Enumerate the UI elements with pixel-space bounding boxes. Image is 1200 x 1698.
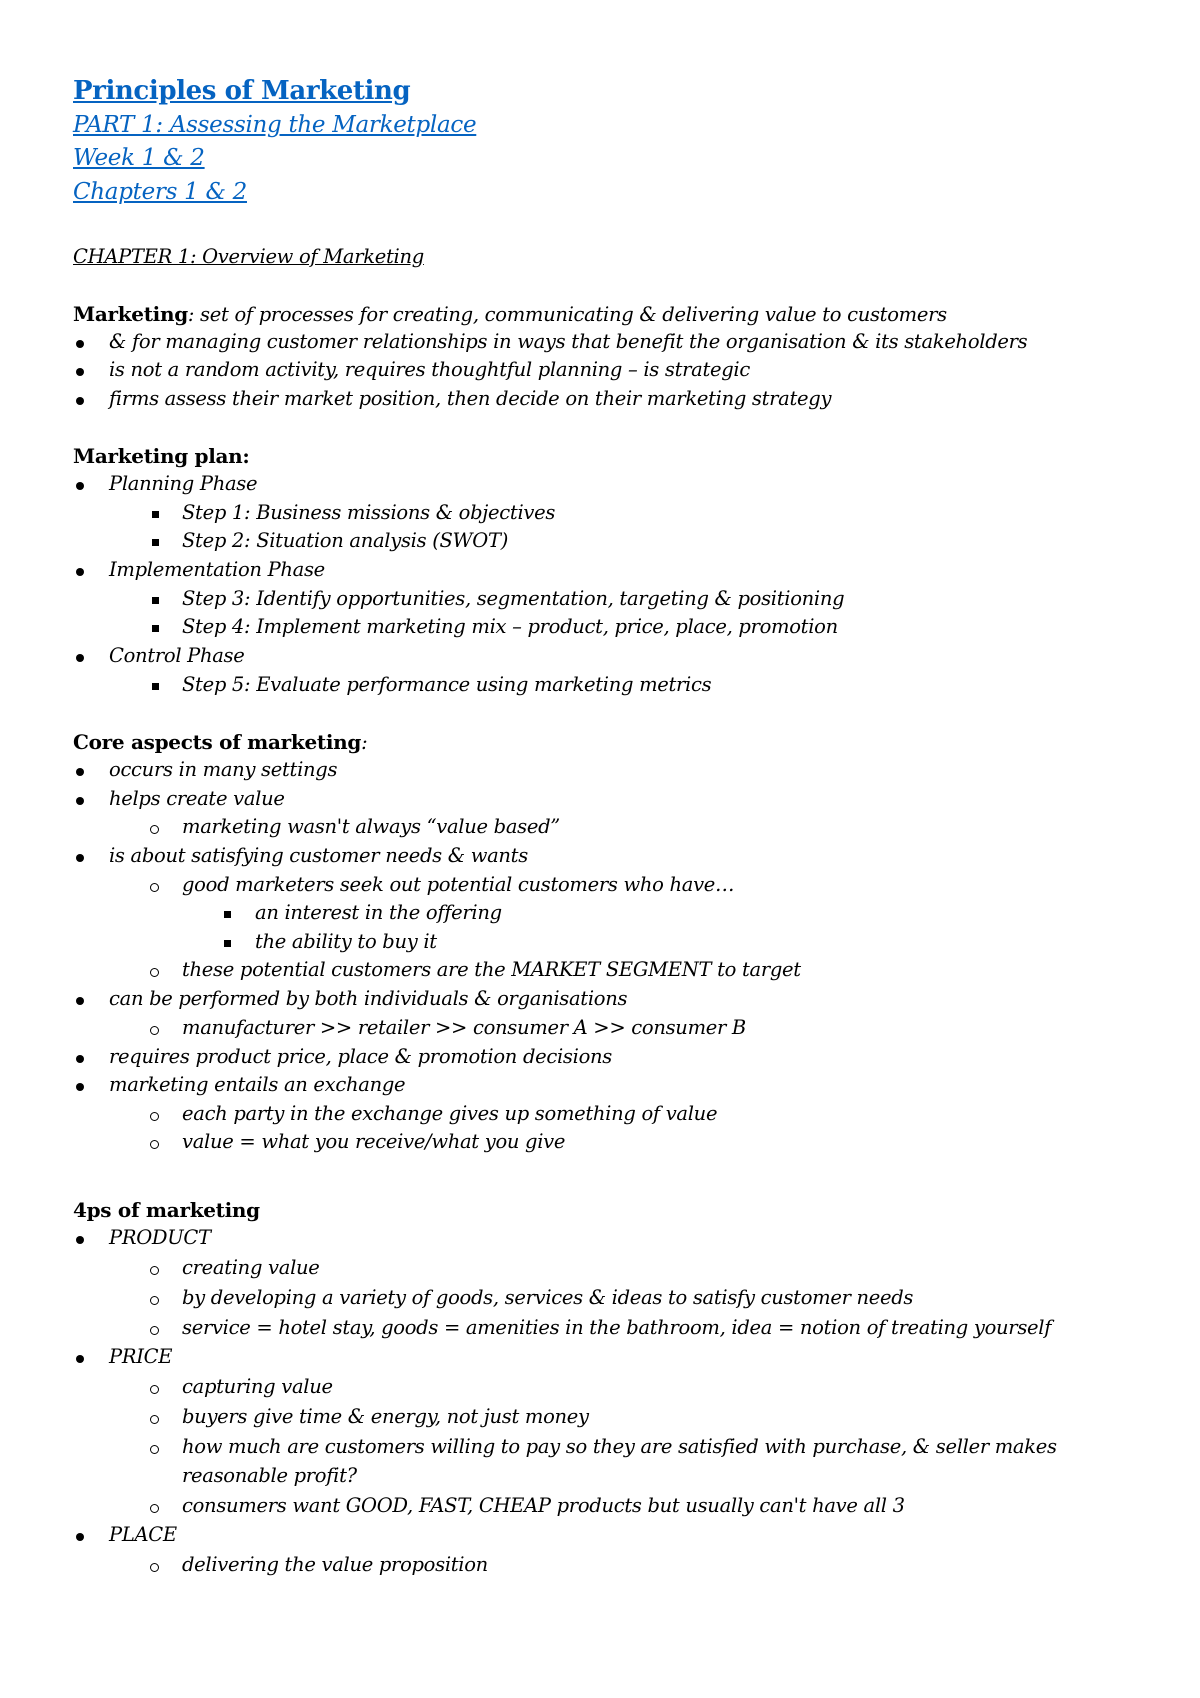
circle-bullet-icon — [150, 1326, 159, 1335]
list-item: Planning Phase — [109, 472, 258, 495]
list-item: how much are customers willing to pay so they are satisfied with purchase, & seller makes — [182, 1435, 1057, 1458]
list-item: & for managing customer relationships in ways that benefit the organisation & its stakeholders — [109, 330, 1028, 353]
bullet-icon — [76, 482, 84, 490]
circle-bullet-icon — [150, 1140, 159, 1149]
list-item: PRICE — [109, 1345, 173, 1368]
list-item: consumers want GOOD, FAST, CHEAP products but usually can't have all 3 — [182, 1494, 905, 1517]
bullet-icon — [76, 340, 84, 348]
marketing-term: Marketing — [73, 302, 188, 326]
list-item: marketing wasn't always “value based” — [182, 815, 560, 838]
list-item: each party in the exchange gives up something of value — [182, 1102, 718, 1125]
section-heading: Marketing plan: — [73, 444, 250, 468]
bullet-icon — [76, 397, 84, 405]
bullet-icon — [76, 997, 84, 1005]
bullet-icon — [76, 368, 84, 376]
document-title[interactable]: Principles of Marketing — [73, 76, 411, 106]
list-item: the ability to buy it — [255, 930, 437, 953]
list-item: these potential customers are the MARKET SEGMENT to target — [182, 958, 801, 981]
list-item: by developing a variety of goods, services & ideas to satisfy customer needs — [182, 1286, 914, 1309]
circle-bullet-icon — [150, 1504, 159, 1513]
list-item: Implementation Phase — [109, 558, 325, 581]
circle-bullet-icon — [150, 1445, 159, 1454]
week-link[interactable]: Week 1 & 2 — [73, 145, 205, 171]
list-item: creating value — [182, 1256, 320, 1279]
square-bullet-icon — [152, 625, 159, 632]
list-item: firms assess their market position, then decide on their marketing strategy — [109, 387, 832, 410]
square-bullet-icon — [152, 539, 159, 546]
list-item: buyers give time & energy, not just money — [182, 1405, 589, 1428]
core-heading-colon: : — [361, 731, 368, 754]
list-item: PRODUCT — [109, 1226, 211, 1249]
section-heading — [73, 730, 367, 755]
chapters-link[interactable]: Chapters 1 & 2 — [73, 179, 247, 205]
part-link[interactable]: PART 1: Assessing the Marketplace — [73, 112, 477, 138]
circle-bullet-icon — [150, 883, 159, 892]
core-heading-text: Core aspects of marketing — [73, 730, 362, 754]
bullet-icon — [76, 1083, 84, 1091]
bullet-icon — [76, 1533, 84, 1541]
bullet-icon — [76, 768, 84, 776]
marketing-definition — [73, 302, 947, 327]
square-bullet-icon — [152, 597, 159, 604]
list-item: helps create value — [109, 787, 285, 810]
circle-bullet-icon — [150, 1563, 159, 1572]
list-item: Step 3: Identify opportunities, segmentation, targeting & positioning — [182, 587, 845, 610]
circle-bullet-icon — [150, 1296, 159, 1305]
list-item: occurs in many settings — [109, 758, 338, 781]
list-item: manufacturer >> retailer >> consumer A >> consumer B — [182, 1016, 746, 1039]
list-item: Step 1: Business missions & objectives — [182, 501, 556, 524]
bullet-icon — [76, 1355, 84, 1363]
list-item: Step 4: Implement marketing mix – product, price, place, promotion — [182, 615, 838, 638]
circle-bullet-icon — [150, 1026, 159, 1035]
chapter-heading: CHAPTER 1: Overview of Marketing — [73, 245, 424, 268]
list-item: requires product price, place & promotion decisions — [109, 1045, 612, 1068]
list-item: Step 5: Evaluate performance using marketing metrics — [182, 673, 712, 696]
bullet-icon — [76, 1236, 84, 1244]
list-item: PLACE — [109, 1523, 177, 1546]
circle-bullet-icon — [150, 1415, 159, 1424]
marketing-definition-text: : set of processes for creating, communicating & delivering value to customers — [187, 303, 947, 326]
list-item: delivering the value proposition — [182, 1553, 488, 1576]
list-item: is about satisfying customer needs & wants — [109, 844, 528, 867]
list-item: Control Phase — [109, 644, 245, 667]
list-item: service = hotel stay, goods = amenities in the bathroom, idea = notion of treating yourself — [182, 1316, 1052, 1339]
circle-bullet-icon — [150, 1385, 159, 1394]
list-item-continuation: reasonable profit? — [182, 1464, 357, 1487]
bullet-icon — [76, 797, 84, 805]
section-heading: 4ps of marketing — [73, 1198, 260, 1222]
circle-bullet-icon — [150, 825, 159, 834]
bullet-icon — [76, 854, 84, 862]
circle-bullet-icon — [150, 1112, 159, 1121]
square-bullet-icon — [224, 911, 231, 918]
square-bullet-icon — [152, 683, 159, 690]
bullet-icon — [76, 1055, 84, 1063]
list-item: capturing value — [182, 1375, 333, 1398]
list-item: an interest in the offering — [255, 901, 502, 924]
circle-bullet-icon — [150, 1266, 159, 1275]
list-item: Step 2: Situation analysis (SWOT) — [182, 529, 508, 552]
list-item: good marketers seek out potential customers who have… — [182, 873, 735, 896]
bullet-icon — [76, 568, 84, 576]
list-item: value = what you receive/what you give — [182, 1130, 566, 1153]
list-item: can be performed by both individuals & organisations — [109, 987, 628, 1010]
square-bullet-icon — [224, 940, 231, 947]
list-item: is not a random activity, requires thoughtful planning – is strategic — [109, 358, 750, 381]
list-item: marketing entails an exchange — [109, 1073, 406, 1096]
circle-bullet-icon — [150, 968, 159, 977]
bullet-icon — [76, 654, 84, 662]
square-bullet-icon — [152, 511, 159, 518]
